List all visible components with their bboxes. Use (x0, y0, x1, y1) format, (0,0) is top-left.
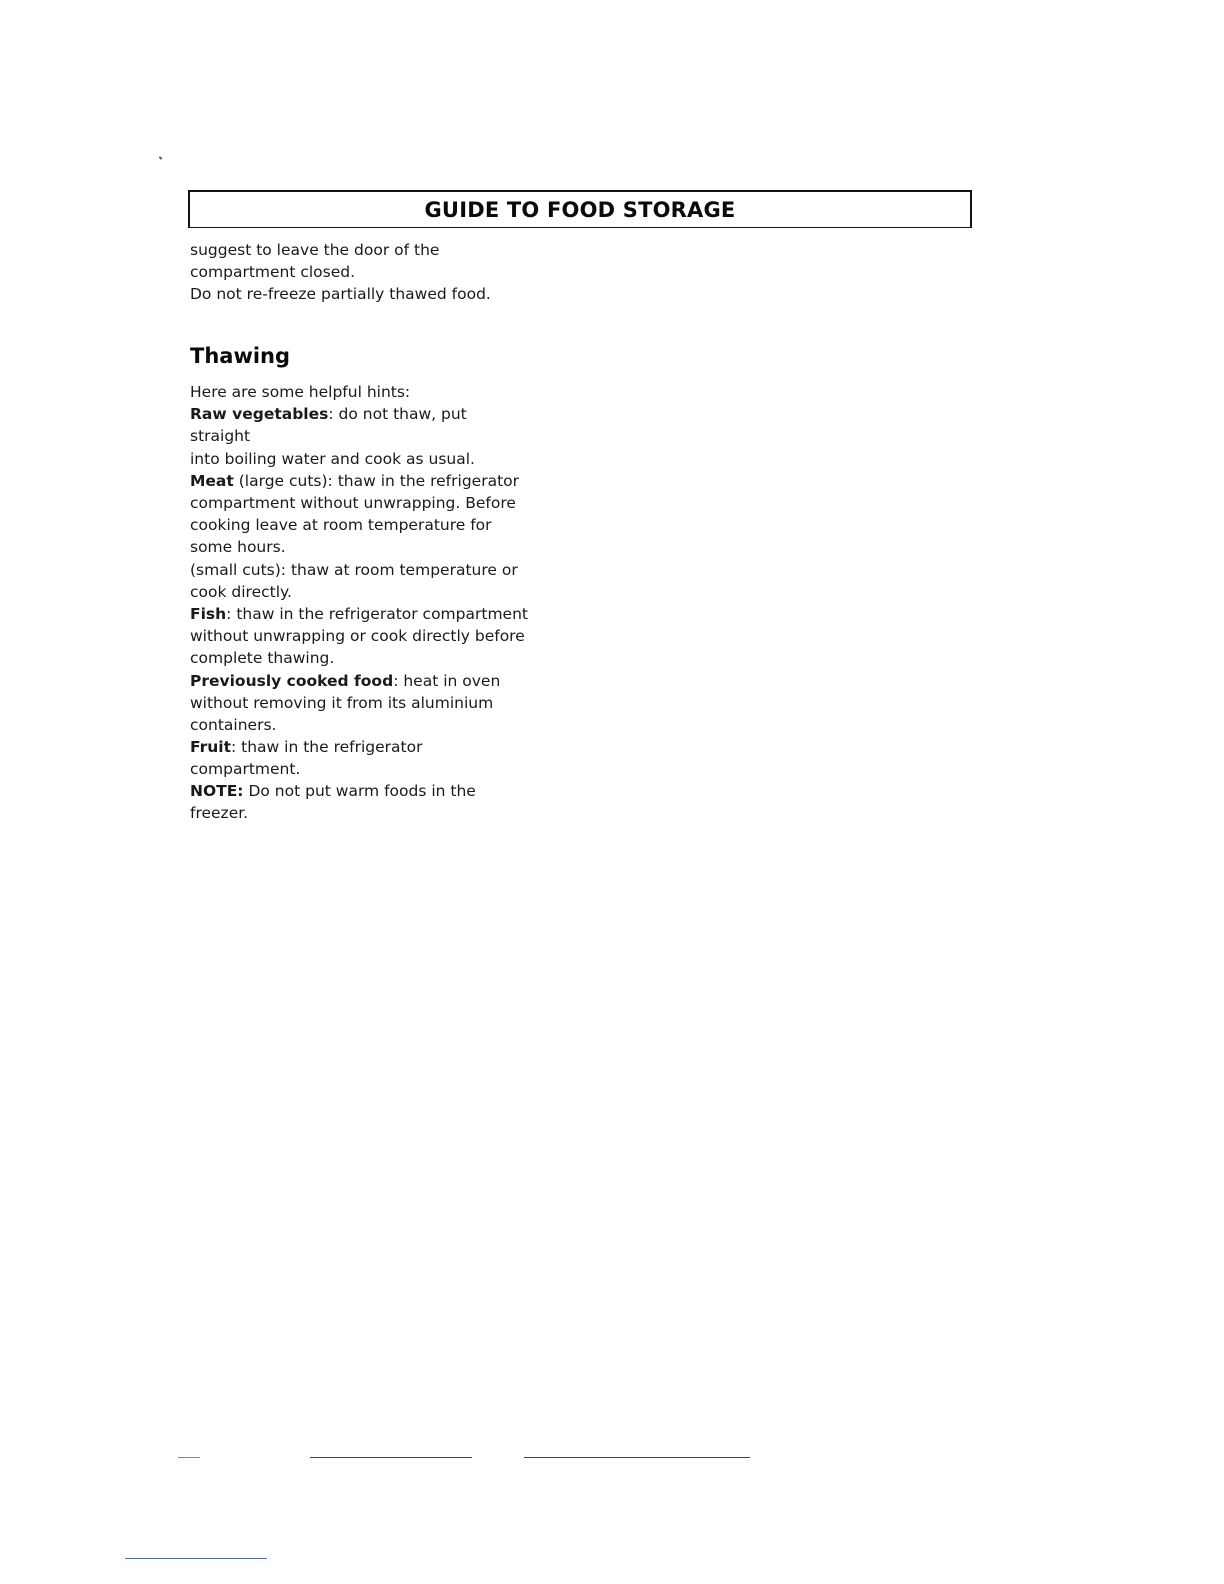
thawing-heading: Thawing (190, 344, 291, 368)
meat-text-6: cook directly. (190, 582, 292, 601)
fruit-text-1: : thaw in the refrigerator (231, 738, 423, 757)
meat-text-3: cooking leave at room temperature for (190, 516, 492, 535)
meat-text-5: (small cuts): thaw at room temperature or (190, 560, 518, 579)
fruit-hint (190, 736, 530, 758)
footer-link-rule (125, 1558, 267, 1559)
meat-text-4: some hours. (190, 538, 286, 557)
cooked-food-text-1: : heat in oven (393, 671, 501, 690)
intro-line-2: compartment closed. (190, 263, 356, 282)
fish-text-1: : thaw in the refrigerator compartment (226, 605, 528, 624)
intro-line-3: Do not re-freeze partially thawed food. (190, 285, 491, 304)
footer-rule-3 (524, 1457, 750, 1458)
stray-mark (159, 156, 163, 159)
fish-hint (190, 603, 530, 625)
fish-term: Fish (190, 605, 227, 624)
raw-vegetables-term: Raw vegetables (190, 405, 329, 424)
intro-paragraph (190, 239, 530, 306)
fish-text-2: without unwrapping or cook directly before (190, 627, 525, 646)
intro-line-1: suggest to leave the door of the (190, 241, 440, 259)
fruit-text-2: compartment. (190, 760, 301, 779)
cooked-food-text-2: without removing it from its aluminium (190, 693, 494, 712)
note-line-2: freezer. (190, 804, 249, 823)
meat-term: Meat (190, 471, 234, 490)
cooked-food-term: Previously cooked food (190, 671, 394, 690)
page-title: GUIDE TO FOOD STORAGE (424, 198, 736, 222)
hints-intro: Here are some helpful hints: (190, 383, 411, 401)
raw-vegetables-text-1: : do not thaw, put straight (190, 405, 467, 446)
fruit-term: Fruit (190, 738, 231, 757)
footer-rule-2 (310, 1457, 472, 1458)
note-line-1 (190, 780, 530, 802)
note-label: NOTE: (190, 782, 244, 800)
section-header-box (188, 190, 972, 228)
fish-text-3: complete thawing. (190, 649, 335, 668)
footer-rule-1 (178, 1457, 200, 1458)
raw-vegetables-hint (190, 403, 530, 447)
meat-text-1: (large cuts): thaw in the refrigerator (233, 471, 519, 490)
note-text-1: Do not put warm foods in the (243, 782, 476, 800)
cooked-food-text-3: containers. (190, 716, 277, 735)
cooked-food-hint (190, 670, 530, 692)
note-paragraph (190, 780, 530, 824)
raw-vegetables-text-2: into boiling water and cook as usual. (190, 449, 475, 468)
meat-text-2: compartment without unwrapping. Before (190, 494, 516, 513)
meat-hint (190, 470, 530, 492)
thawing-hints (190, 381, 530, 781)
